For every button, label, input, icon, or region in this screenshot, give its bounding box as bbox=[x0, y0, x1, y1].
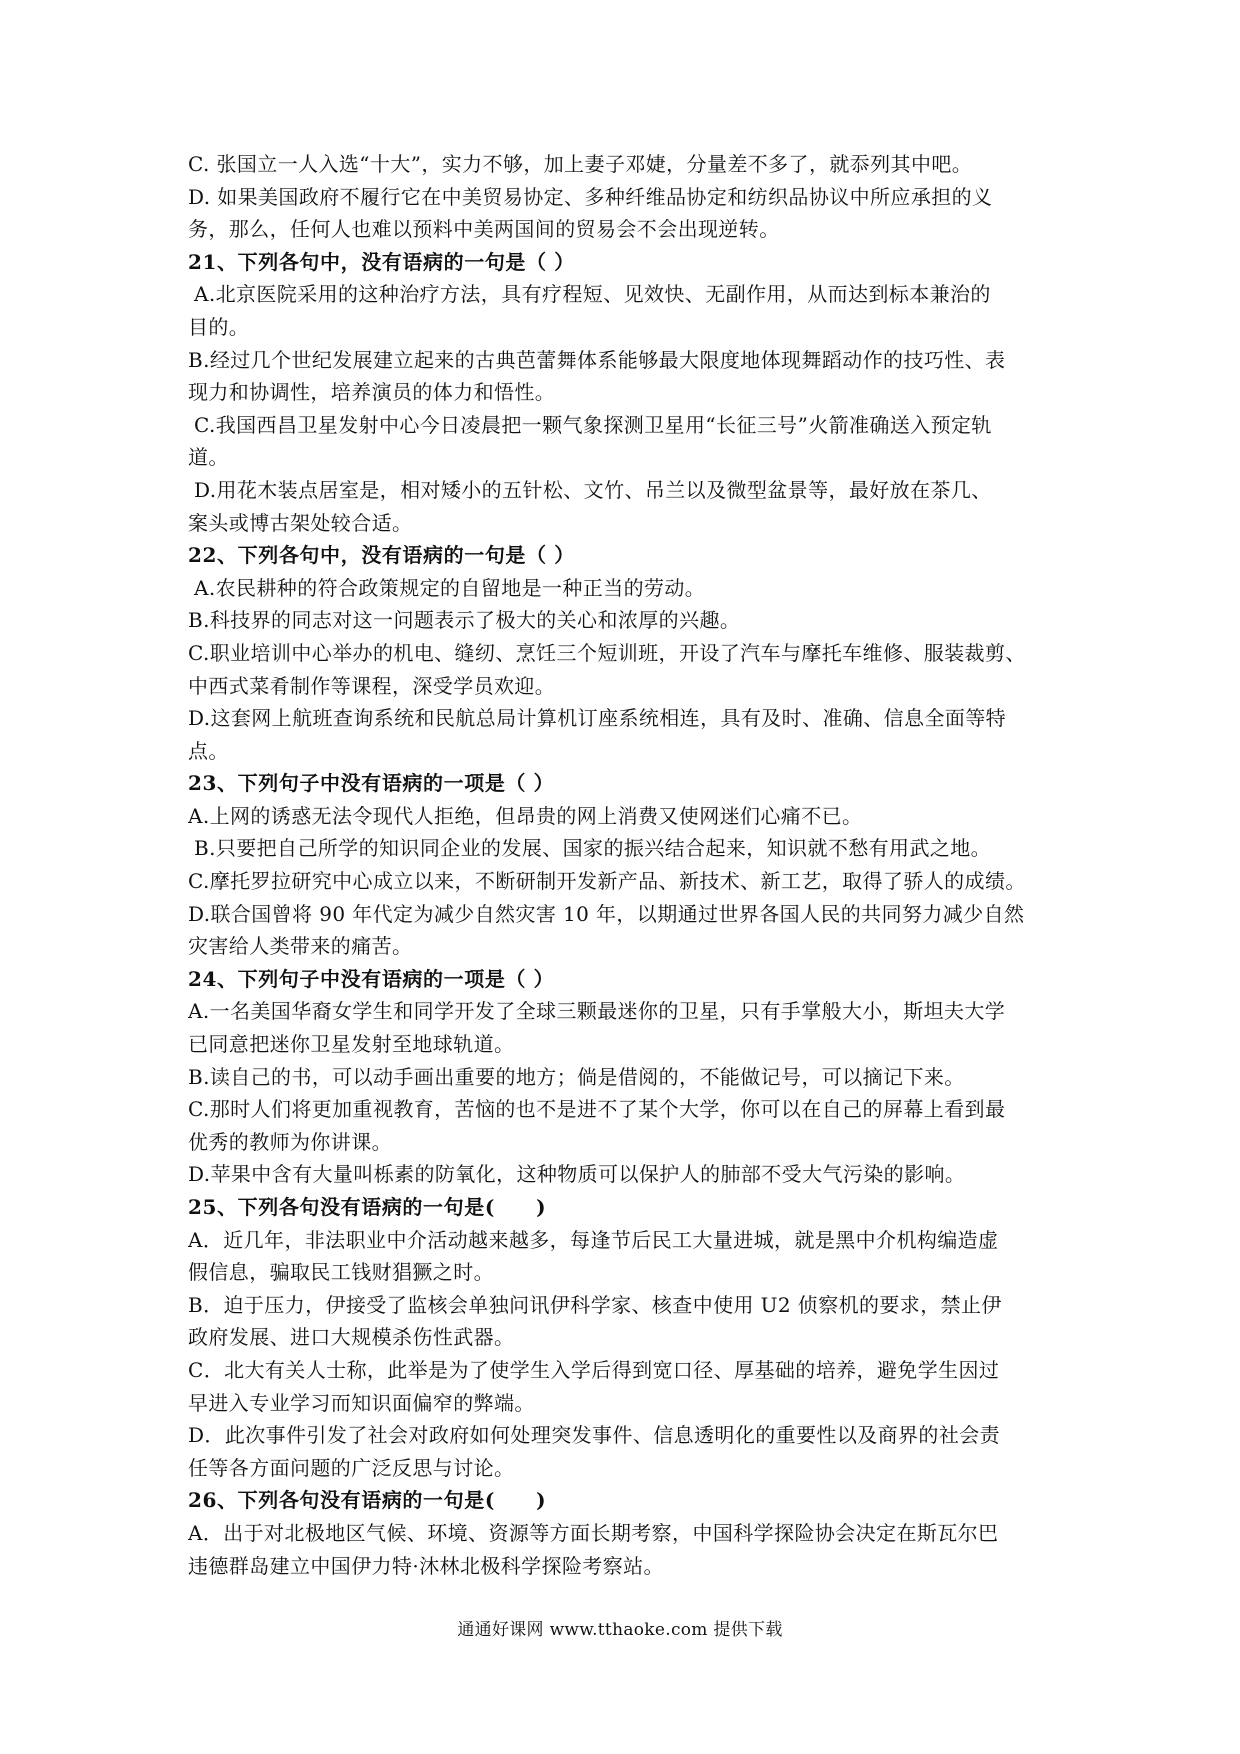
answer-option-line: 目的。 bbox=[188, 314, 250, 339]
answer-option-line: C.我国西昌卫星发射中心今日凌晨把一颗气象探测卫星用“长征三号”火箭准确送入预定轨 bbox=[194, 412, 992, 437]
answer-option-line: C.那时人们将更加重视教育，苦恼的也不是进不了某个大学，你可以在自己的屏幕上看到最 bbox=[188, 1097, 1006, 1122]
answer-option-line: C.摩托罗拉研究中心成立以来，不断研制开发新产品、新技术、新工艺，取得了骄人的成绩。 bbox=[188, 869, 1026, 894]
answer-option-line: B.经过几个世纪发展建立起来的古典芭蕾舞体系能够最大限度地体现舞蹈动作的技巧性、表 bbox=[188, 347, 1006, 372]
question-heading: 25、下列各句没有语病的一句是( ) bbox=[188, 1195, 547, 1219]
document-body bbox=[188, 148, 1064, 1582]
answer-option-line: C．北大有关人士称，此举是为了使学生入学后得到宽口径、厚基础的培养，避免学生因过 bbox=[188, 1357, 1000, 1382]
answer-option-line: 优秀的教师为你讲课。 bbox=[188, 1129, 392, 1154]
answer-option-line: A.上网的诱惑无法令现代人拒绝，但昂贵的网上消费又使网迷们心痛不已。 bbox=[188, 803, 863, 828]
answer-option-line: 案头或博古架处较合适。 bbox=[188, 510, 413, 535]
answer-option-line: 务，那么，任何人也难以预料中美两国间的贸易会不会出现逆转。 bbox=[188, 217, 780, 242]
answer-option-line: D．此次事件引发了社会对政府如何处理突发事件、信息透明化的重要性以及商界的社会责 bbox=[188, 1423, 1001, 1448]
answer-option-line: A．近几年，非法职业中介活动越来越多，每逢节后民工大量进城，就是黑中介机构编造虚 bbox=[188, 1227, 999, 1252]
answer-option-line: 已同意把迷你卫星发射至地球轨道。 bbox=[188, 1032, 515, 1057]
question-heading: 24、下列句子中没有语病的一项是（ ） bbox=[188, 966, 555, 991]
answer-option-line: A．出于对北极地区气候、环境、资源等方面长期考察，中国科学探险协会决定在斯瓦尔巴 bbox=[188, 1520, 999, 1545]
answer-option-line: A.农民耕种的符合政策规定的自留地是一种正当的劳动。 bbox=[194, 575, 706, 600]
question-heading: 26、下列各句没有语病的一句是( ) bbox=[188, 1488, 547, 1513]
question-heading: 22、下列各句中，没有语病的一句是（ ） bbox=[188, 543, 575, 568]
answer-option-line: D.这套网上航班查询系统和民航总局计算机订座系统相连，具有及时、准确、信息全面等特 bbox=[188, 706, 1007, 731]
answer-option-line: B．迫于压力，伊接受了监核会单独问讯伊科学家、核查中使用 U2 侦察机的要求，禁止伊 bbox=[188, 1292, 1002, 1317]
answer-option-line: 道。 bbox=[188, 445, 229, 470]
answer-option-line: B.科技界的同志对这一问题表示了极大的关心和浓厚的兴趣。 bbox=[188, 608, 741, 633]
answer-option-line: 中西式菜肴制作等课程，深受学员欢迎。 bbox=[188, 673, 556, 698]
answer-option-line: 早进入专业学习而知识面偏窄的弊端。 bbox=[188, 1390, 535, 1415]
answer-option-line: 灾害给人类带来的痛苦。 bbox=[188, 934, 413, 959]
answer-option-line: A.北京医院采用的这种治疗方法，具有疗程短、见效快、无副作用，从而达到标本兼治的 bbox=[194, 282, 991, 307]
answer-option-line: C. 张国立一人入选“十大”，实力不够，加上妻子邓婕，分量差不多了，就忝列其中吧。 bbox=[188, 152, 973, 176]
answer-option-line: A.一名美国华裔女学生和同学开发了全球三颗最迷你的卫星，只有手掌般大小，斯坦夫大学 bbox=[188, 999, 1006, 1024]
answer-option-line: 现力和协调性，培养演员的体力和悟性。 bbox=[188, 380, 556, 405]
answer-option-line: 违德群岛建立中国伊力特·沐林北极科学探险考察站。 bbox=[188, 1553, 664, 1578]
answer-option-line: 任等各方面问题的广泛反思与讨论。 bbox=[188, 1455, 515, 1480]
answer-option-line: 点。 bbox=[188, 738, 229, 763]
answer-option-line: C.职业培训中心举办的机电、缝纫、烹饪三个短训班，开设了汽车与摩托车维修、服装裁剪、 bbox=[188, 640, 1026, 665]
answer-option-line: B.读自己的书，可以动手画出重要的地方；倘是借阅的，不能做记号，可以摘记下来。 bbox=[188, 1064, 965, 1089]
answer-option-line: 假信息，骗取民工钱财猖獗之时。 bbox=[188, 1260, 494, 1285]
answer-option-line: D.用花木装点居室是，相对矮小的五针松、文竹、吊兰以及微型盆景等，最好放在茶几、 bbox=[194, 477, 992, 502]
answer-option-line: D.苹果中含有大量叫栎素的防氧化，这种物质可以保护人的肺部不受大气污染的影响。 bbox=[188, 1162, 966, 1187]
question-heading: 21、下列各句中，没有语病的一句是（ ） bbox=[188, 249, 575, 274]
question-heading: 23、下列句子中没有语病的一项是（ ） bbox=[188, 771, 555, 796]
page-footer: 通通好课网 www.tthaoke.com 提供下载 bbox=[457, 1620, 783, 1640]
answer-option-line: D.联合国曾将 90 年代定为减少自然灾害 10 年，以期通过世界各国人民的共同努力减少自然 bbox=[188, 901, 1025, 926]
answer-option-line: B.只要把自己所学的知识同企业的发展、国家的振兴结合起来，知识就不愁有用武之地。 bbox=[194, 836, 992, 861]
answer-option-line: 政府发展、进口大规模杀伤性武器。 bbox=[188, 1325, 515, 1350]
answer-option-line: D. 如果美国政府不履行它在中美贸易协定、多种纤维品协定和纺织品协议中所应承担的义 bbox=[188, 184, 993, 209]
